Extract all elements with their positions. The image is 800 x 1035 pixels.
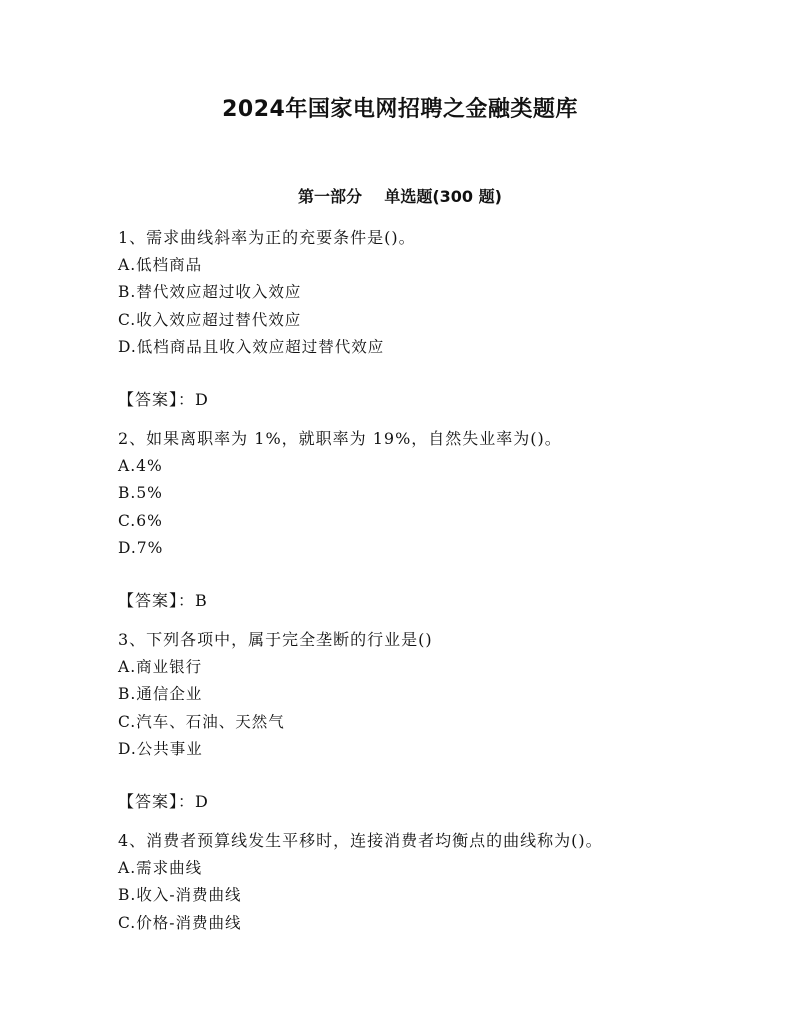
option-a: A.需求曲线 bbox=[118, 858, 203, 877]
option-c: C.汽车、石油、天然气 bbox=[118, 712, 285, 731]
answer-label: 【答案】： bbox=[118, 791, 196, 811]
question-stem: 3、下列各项中，属于完全垄断的行业是() bbox=[118, 630, 433, 649]
option-c: C.6% bbox=[118, 511, 163, 530]
option-a: A.4% bbox=[118, 456, 163, 475]
answer-value: B bbox=[195, 590, 208, 610]
document-title: 2024年国家电网招聘之金融类题库 bbox=[222, 97, 578, 122]
answer-label: 【答案】： bbox=[118, 590, 196, 610]
question-stem: 2、如果离职率为 1%，就职率为 19%，自然失业率为()。 bbox=[118, 429, 562, 448]
answer-label: 【答案】： bbox=[118, 389, 196, 409]
section-title: 第一部分 单选题(300 题) bbox=[298, 187, 502, 206]
option-d: D.低档商品且收入效应超过替代效应 bbox=[118, 338, 385, 356]
option-b: B.5% bbox=[118, 484, 163, 502]
option-c: C.价格-消费曲线 bbox=[118, 913, 242, 932]
option-a: A.低档商品 bbox=[118, 255, 203, 274]
option-c: C.收入效应超过替代效应 bbox=[118, 310, 302, 329]
question-stem: 4、消费者预算线发生平移时，连接消费者均衡点的曲线称为()。 bbox=[118, 831, 603, 850]
option-d: D.公共事业 bbox=[118, 740, 203, 758]
answer-line bbox=[118, 587, 738, 615]
question-2 bbox=[118, 425, 738, 614]
option-b: B.通信企业 bbox=[118, 685, 203, 703]
answer-line bbox=[118, 386, 738, 414]
option-d: D.7% bbox=[118, 539, 164, 557]
question-stem: 1、需求曲线斜率为正的充要条件是()。 bbox=[118, 228, 416, 247]
option-a: A.商业银行 bbox=[118, 657, 203, 676]
answer-line bbox=[118, 788, 738, 816]
question-3 bbox=[118, 626, 738, 815]
option-b: B.替代效应超过收入效应 bbox=[118, 283, 302, 301]
question-1 bbox=[118, 224, 738, 413]
question-list bbox=[118, 224, 738, 937]
answer-value: D bbox=[195, 791, 209, 811]
question-4 bbox=[118, 827, 738, 937]
option-b: B.收入-消费曲线 bbox=[118, 886, 242, 904]
answer-value: D bbox=[195, 389, 209, 409]
